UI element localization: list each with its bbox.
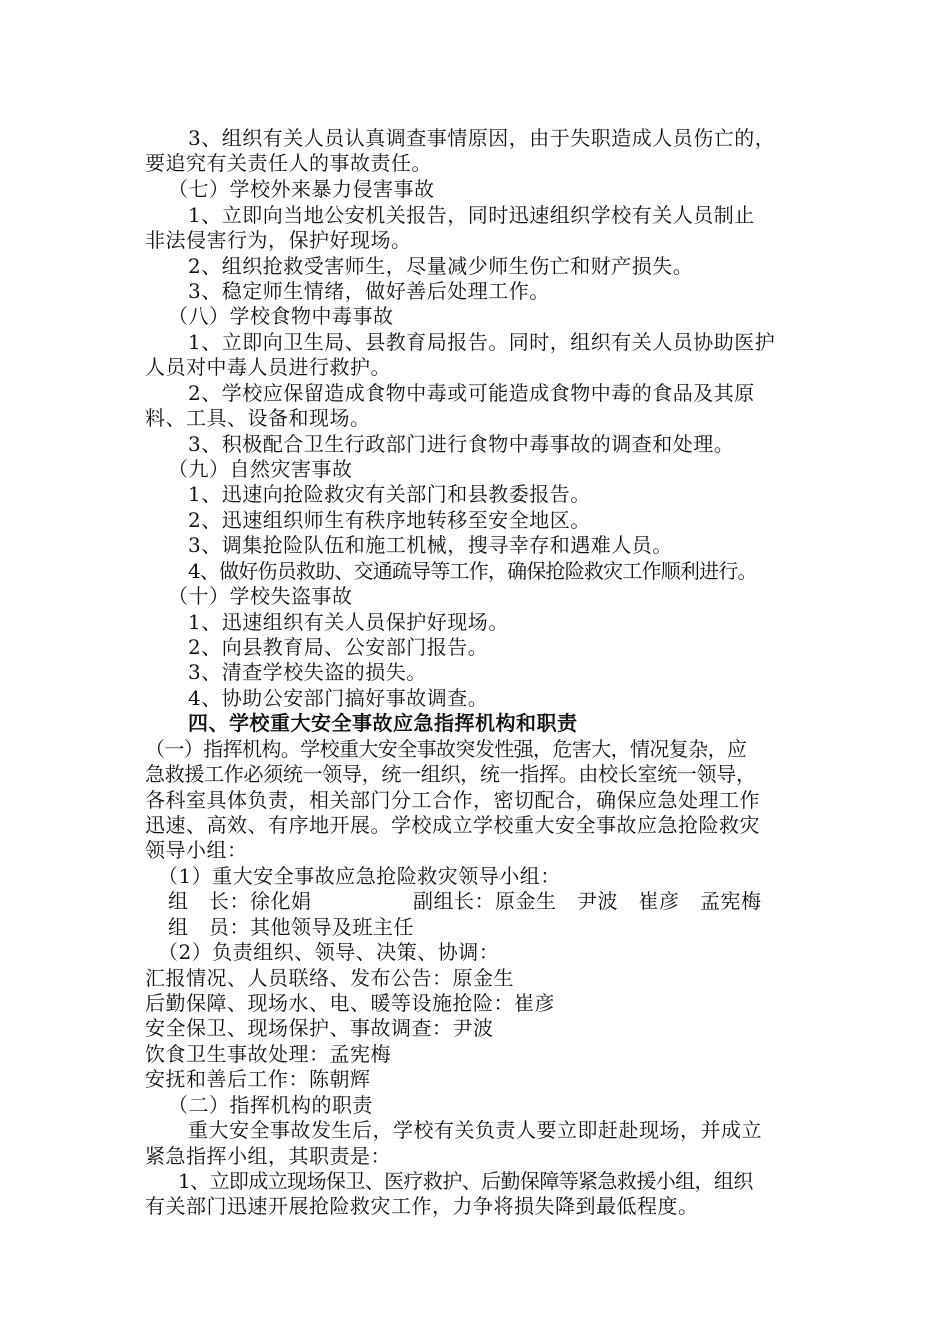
chapter-heading: 四、学校重大安全事故应急指挥机构和职责 <box>188 711 578 735</box>
paragraph-line: 2、向县教育局、公安部门报告。 <box>188 635 489 659</box>
paragraph-line: 2、组织抢救受害师生，尽量减少师生伤亡和财产损失。 <box>188 254 694 278</box>
deputy-leader-line: 副组长：原金生 尹波 崔彦 孟宪梅 <box>413 889 762 913</box>
duty-line: 汇报情况、人员联络、发布公告：原金生 <box>145 966 514 990</box>
paragraph-line: 2、迅速组织师生有秩序地转移至安全地区。 <box>188 508 591 532</box>
paragraph-line: 3、稳定师生情绪，做好善后处理工作。 <box>188 279 550 303</box>
paragraph-line: 领导小组： <box>145 838 248 862</box>
duty-line: 安抚和善后工作：陈朝辉 <box>145 1067 371 1091</box>
section-heading: （七）学校外来暴力侵害事故 <box>168 177 435 201</box>
section-heading: （八）学校食物中毒事故 <box>168 304 394 328</box>
duty-line: 后勤保障、现场水、电、暖等设施抢险：崔彦 <box>145 991 555 1015</box>
paragraph-line: 1、迅速向抢险救灾有关部门和县教委报告。 <box>188 482 591 506</box>
paragraph-line: 3、积极配合卫生行政部门进行食物中毒事故的调查和处理。 <box>188 432 735 456</box>
paragraph-line: 迅速、高效、有序地开展。学校成立学校重大安全事故应急抢险救灾 <box>145 813 760 837</box>
paragraph-line: 3、调集抢险队伍和施工机械，搜寻幸存和遇难人员。 <box>188 533 673 557</box>
paragraph-line: 紧急指挥小组，其职责是： <box>145 1144 391 1168</box>
paragraph-line: 急救援工作必须统一领导，统一组织，统一指挥。由校长室统一领导， <box>145 762 756 786</box>
paragraph-line: （2）负责组织、领导、决策、协调： <box>158 940 500 964</box>
paragraph-line: 4、做好伤员救助、交通疏导等工作，确保抢险救灾工作顺利进行。 <box>188 559 757 583</box>
duty-line: 安全保卫、现场保护、事故调查：尹波 <box>145 1016 494 1040</box>
paragraph-line: （1）重大安全事故应急抢险救灾领导小组： <box>158 864 561 888</box>
paragraph-line: 要追究有关责任人的事故责任。 <box>145 151 432 175</box>
paragraph-line: 1、立即向当地公安机关报告，同时迅速组织学校有关人员制止 <box>188 203 755 227</box>
section-heading: （九）自然灾害事故 <box>168 457 353 481</box>
section-heading: （十）学校失盗事故 <box>168 584 353 608</box>
paragraph-line: 3、组织有关人员认真调查事情原因，由于失职造成人员伤亡的， <box>188 126 776 150</box>
paragraph-line: 非法侵害行为，保护好现场。 <box>145 228 412 252</box>
duty-line: 饮食卫生事故处理：孟宪梅 <box>145 1042 391 1066</box>
paragraph-line: 人员对中毒人员进行救护。 <box>145 355 391 379</box>
paragraph-line: 3、清查学校失盗的损失。 <box>188 660 427 684</box>
paragraph-line: 1、迅速组织有关人员保护好现场。 <box>188 610 509 634</box>
paragraph-line: 4、协助公安部门搞好事故调查。 <box>188 686 489 710</box>
members-line: 组 员：其他领导及班主任 <box>168 915 414 939</box>
paragraph-line: 各科室具体负责，相关部门分工合作，密切配合，确保应急处理工作 <box>145 788 760 812</box>
paragraph-line: 有关部门迅速开展抢险救灾工作，力争将损失降到最低程度。 <box>145 1194 699 1218</box>
paragraph-line: （一）指挥机构。学校重大安全事故突发性强，危害大，情况复杂，应 <box>145 737 747 761</box>
paragraph-line: 料、工具、设备和现场。 <box>145 406 371 430</box>
paragraph-line: 2、学校应保留造成食物中毒或可能造成食物中毒的食品及其原 <box>188 381 755 405</box>
leader-line: 组 长：徐化娟 <box>168 889 312 913</box>
section-heading: （二）指挥机构的职责 <box>168 1093 373 1117</box>
paragraph-line: 重大安全事故发生后，学校有关负责人要立即赶赴现场，并成立 <box>188 1118 762 1142</box>
paragraph-line: 1、立即向卫生局、县教育局报告。同时，组织有关人员协助医护 <box>188 330 776 354</box>
paragraph-line: 1、立即成立现场保卫、医疗救护、后勤保障等紧急救援小组，组织 <box>178 1169 753 1193</box>
